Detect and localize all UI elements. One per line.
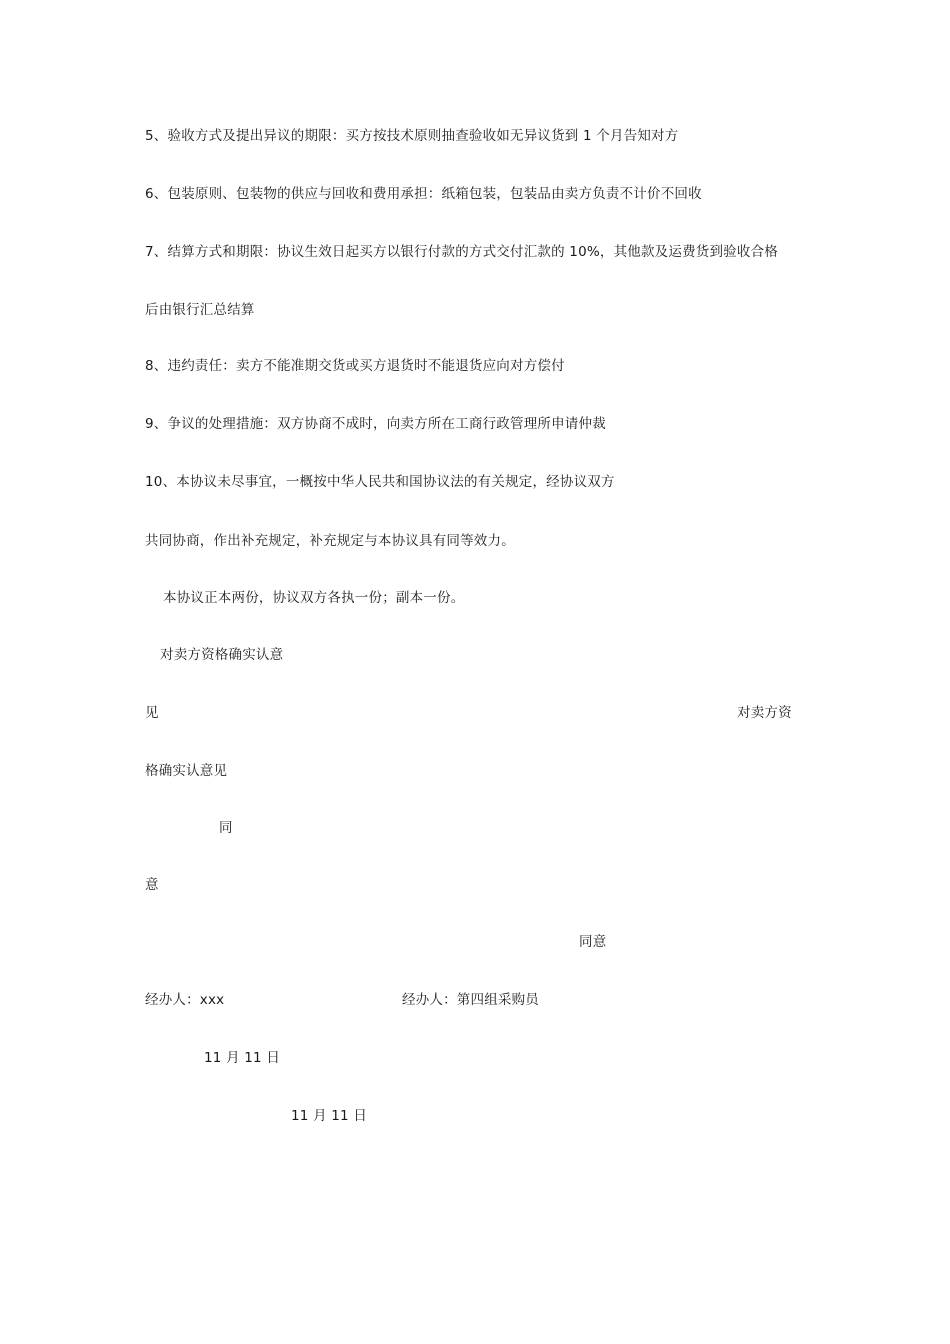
right-handler: 经办人：第四组采购员 xyxy=(402,992,539,1008)
right-opinion-line-2: 格确实认意见 xyxy=(145,763,228,779)
right-agree: 同意 xyxy=(579,934,607,950)
clause-10-line-2: 共同协商，作出补充规定，补充规定与本协议具有同等效力。 xyxy=(145,533,515,549)
clause-5: 5、验收方式及提出异议的期限：买方按技术原则抽查验收如无异议货到 1 个月告知对方 xyxy=(145,128,679,144)
left-opinion-line-1: 对卖方资格确实认意 xyxy=(160,647,284,663)
right-date: 11 月 11 日 xyxy=(291,1108,368,1124)
clause-10-line-1: 10、本协议未尽事宜，一概按中华人民共和国协议法的有关规定，经协议双方 xyxy=(145,474,615,490)
left-agree-line-1: 同 xyxy=(219,820,233,836)
left-handler: 经办人：xxx xyxy=(145,992,225,1008)
clause-7-line-2: 后由银行汇总结算 xyxy=(145,302,255,318)
left-opinion-line-2: 见 xyxy=(145,705,159,721)
right-opinion-line-1: 对卖方资 xyxy=(737,705,792,721)
left-agree-line-2: 意 xyxy=(145,877,159,893)
clause-7-line-1: 7、结算方式和期限：协议生效日起买方以银行付款的方式交付汇款的 10%，其他款及运费货到验收合格 xyxy=(145,244,778,260)
copies-note: 本协议正本两份，协议双方各执一份；副本一份。 xyxy=(163,590,465,606)
clause-8: 8、违约责任：卖方不能准期交货或买方退货时不能退货应向对方偿付 xyxy=(145,358,565,374)
clause-6: 6、包装原则、包装物的供应与回收和费用承担：纸箱包装，包装品由卖方负责不计价不回收 xyxy=(145,186,702,202)
clause-9: 9、争议的处理措施：双方协商不成时，向卖方所在工商行政管理所申请仲裁 xyxy=(145,416,606,432)
left-date: 11 月 11 日 xyxy=(204,1050,281,1066)
